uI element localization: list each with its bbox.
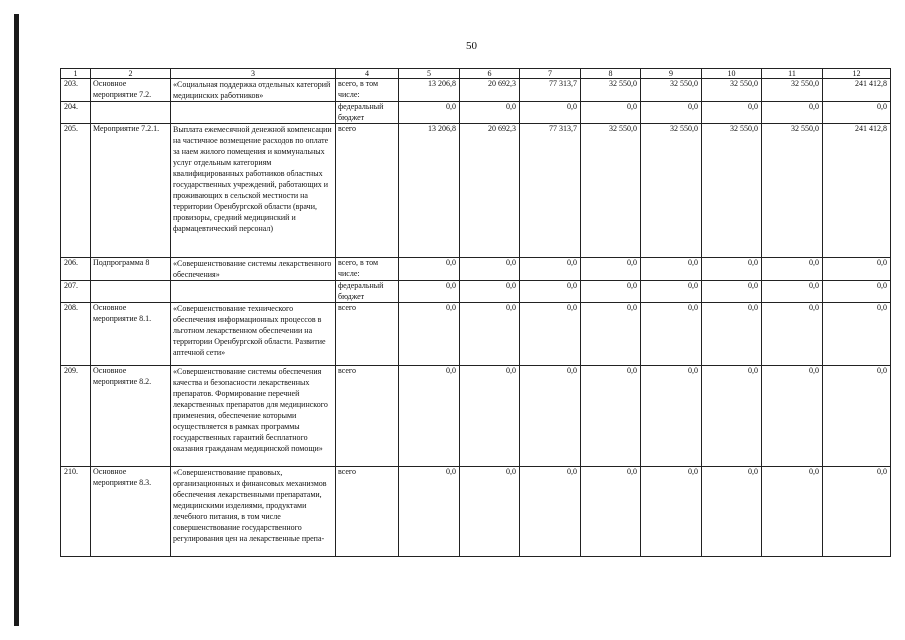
funding-value: 0,0 — [460, 102, 520, 124]
funding-value: 0,0 — [641, 303, 702, 366]
funding-value: 0,0 — [520, 467, 581, 557]
funding-value: 0,0 — [823, 303, 891, 366]
col-header: 5 — [399, 69, 460, 79]
row-number: 209. — [61, 366, 91, 467]
funding-value: 32 550,0 — [641, 79, 702, 102]
funding-source: федеральный бюджет — [336, 102, 399, 124]
funding-value: 0,0 — [762, 102, 823, 124]
funding-source: всего — [336, 366, 399, 467]
col-header: 2 — [91, 69, 171, 79]
funding-value: 0,0 — [460, 281, 520, 303]
program-name — [171, 102, 336, 124]
program-item: Подпрограмма 8 — [91, 258, 171, 281]
funding-value: 0,0 — [762, 467, 823, 557]
funding-value: 77 313,7 — [520, 79, 581, 102]
program-name: «Совершенствование системы обеспечения качества и безопасности лекарственных препаратов. Формирование перечней лекарственных препаратов для медицинского применения, обеспечение которыми осуществляется в рамках программы государственных гарантий бесплатного оказания гражданам медицинской помощи» — [171, 366, 336, 467]
funding-value: 0,0 — [762, 366, 823, 467]
funding-value: 0,0 — [641, 366, 702, 467]
funding-value: 32 550,0 — [702, 124, 762, 258]
funding-source: всего, в том числе: — [336, 258, 399, 281]
funding-value: 0,0 — [702, 366, 762, 467]
funding-value: 0,0 — [460, 258, 520, 281]
funding-source: федеральный бюджет — [336, 281, 399, 303]
funding-value: 0,0 — [702, 258, 762, 281]
col-header: 3 — [171, 69, 336, 79]
funding-value: 0,0 — [823, 366, 891, 467]
funding-value: 0,0 — [823, 281, 891, 303]
funding-value: 13 206,8 — [399, 79, 460, 102]
funding-value: 0,0 — [399, 303, 460, 366]
program-name: «Социальная поддержка отдельных категорий медицинских работников» — [171, 79, 336, 102]
funding-value: 20 692,3 — [460, 124, 520, 258]
table-row — [61, 79, 891, 102]
funding-source: всего — [336, 467, 399, 557]
funding-value: 0,0 — [641, 281, 702, 303]
funding-value: 241 412,8 — [823, 124, 891, 258]
funding-value: 0,0 — [399, 366, 460, 467]
program-name: «Совершенствование технического обеспечения информационных процессов в льготном лекарственном обеспечении на территории Оренбургской области. Развитие аптечной сети» — [171, 303, 336, 366]
program-item: Мероприятие 7.2.1. — [91, 124, 171, 258]
funding-value: 0,0 — [823, 258, 891, 281]
row-number: 204. — [61, 102, 91, 124]
funding-value: 0,0 — [641, 258, 702, 281]
funding-value: 0,0 — [641, 102, 702, 124]
scan-margin-bar — [14, 14, 19, 626]
table-row — [61, 366, 891, 467]
funding-value: 0,0 — [581, 258, 641, 281]
col-header: 11 — [762, 69, 823, 79]
funding-value: 0,0 — [762, 281, 823, 303]
funding-source: всего — [336, 124, 399, 258]
funding-value: 0,0 — [399, 281, 460, 303]
funding-value: 0,0 — [581, 102, 641, 124]
table-row — [61, 303, 891, 366]
budget-table — [60, 68, 891, 557]
funding-value: 0,0 — [581, 303, 641, 366]
row-number: 210. — [61, 467, 91, 557]
funding-value: 241 412,8 — [823, 79, 891, 102]
funding-value: 13 206,8 — [399, 124, 460, 258]
table-row — [61, 102, 891, 124]
funding-value: 32 550,0 — [702, 79, 762, 102]
funding-value: 0,0 — [520, 366, 581, 467]
funding-value: 0,0 — [762, 303, 823, 366]
funding-value: 0,0 — [581, 366, 641, 467]
program-item: Основное мероприятие 8.2. — [91, 366, 171, 467]
row-number: 207. — [61, 281, 91, 303]
program-name: «Совершенствование системы лекарственного обеспечения» — [171, 258, 336, 281]
program-item: Основное мероприятие 8.1. — [91, 303, 171, 366]
funding-value: 0,0 — [460, 467, 520, 557]
column-number-row — [61, 69, 891, 79]
funding-value: 0,0 — [581, 467, 641, 557]
program-name: «Совершенствование правовых, организационных и финансовых механизмов обеспечения лекарственными препаратами, медицинскими изделиями, продуктами лечебного питания, в том числе совершенствование государственного регулирования цен на лекарственные препа- — [171, 467, 336, 557]
funding-source: всего — [336, 303, 399, 366]
funding-value: 0,0 — [399, 467, 460, 557]
funding-value: 32 550,0 — [762, 124, 823, 258]
col-header: 10 — [702, 69, 762, 79]
table-row — [61, 258, 891, 281]
funding-value: 0,0 — [702, 303, 762, 366]
col-header: 12 — [823, 69, 891, 79]
funding-value: 77 313,7 — [520, 124, 581, 258]
funding-value: 0,0 — [520, 258, 581, 281]
funding-value: 0,0 — [399, 102, 460, 124]
funding-value: 0,0 — [702, 467, 762, 557]
col-header: 8 — [581, 69, 641, 79]
program-item: Основное мероприятие 7.2. — [91, 79, 171, 102]
funding-value: 0,0 — [702, 281, 762, 303]
funding-value: 0,0 — [823, 102, 891, 124]
program-item — [91, 281, 171, 303]
funding-value: 0,0 — [762, 258, 823, 281]
program-name: Выплата ежемесячной денежной компенсации на частичное возмещение расходов по оплате за наем жилого помещения и коммунальных услуг отдельным категориям квалифицированных работников областных государственных учреждений, работающих и проживающих в сельской местности на территории Оренбургской области (врачи, провизоры, средний медицинский и фармацевтический персонал) — [171, 124, 336, 258]
funding-value: 32 550,0 — [581, 79, 641, 102]
col-header: 4 — [336, 69, 399, 79]
funding-value: 0,0 — [520, 303, 581, 366]
funding-value: 0,0 — [460, 303, 520, 366]
col-header: 6 — [460, 69, 520, 79]
page-number: 50 — [466, 40, 477, 52]
funding-value: 0,0 — [641, 467, 702, 557]
program-name — [171, 281, 336, 303]
funding-value: 0,0 — [399, 258, 460, 281]
funding-value: 0,0 — [520, 281, 581, 303]
funding-value: 0,0 — [520, 102, 581, 124]
col-header: 9 — [641, 69, 702, 79]
row-number: 208. — [61, 303, 91, 366]
program-item — [91, 102, 171, 124]
table-row — [61, 124, 891, 258]
funding-value: 20 692,3 — [460, 79, 520, 102]
table-row — [61, 467, 891, 557]
table-row — [61, 281, 891, 303]
col-header: 1 — [61, 69, 91, 79]
funding-value: 0,0 — [702, 102, 762, 124]
row-number: 205. — [61, 124, 91, 258]
funding-value: 0,0 — [581, 281, 641, 303]
funding-value: 32 550,0 — [581, 124, 641, 258]
program-item: Основное мероприятие 8.3. — [91, 467, 171, 557]
funding-value: 32 550,0 — [641, 124, 702, 258]
col-header: 7 — [520, 69, 581, 79]
row-number: 203. — [61, 79, 91, 102]
funding-value: 32 550,0 — [762, 79, 823, 102]
funding-value: 0,0 — [460, 366, 520, 467]
row-number: 206. — [61, 258, 91, 281]
funding-source: всего, в том числе: — [336, 79, 399, 102]
funding-value: 0,0 — [823, 467, 891, 557]
